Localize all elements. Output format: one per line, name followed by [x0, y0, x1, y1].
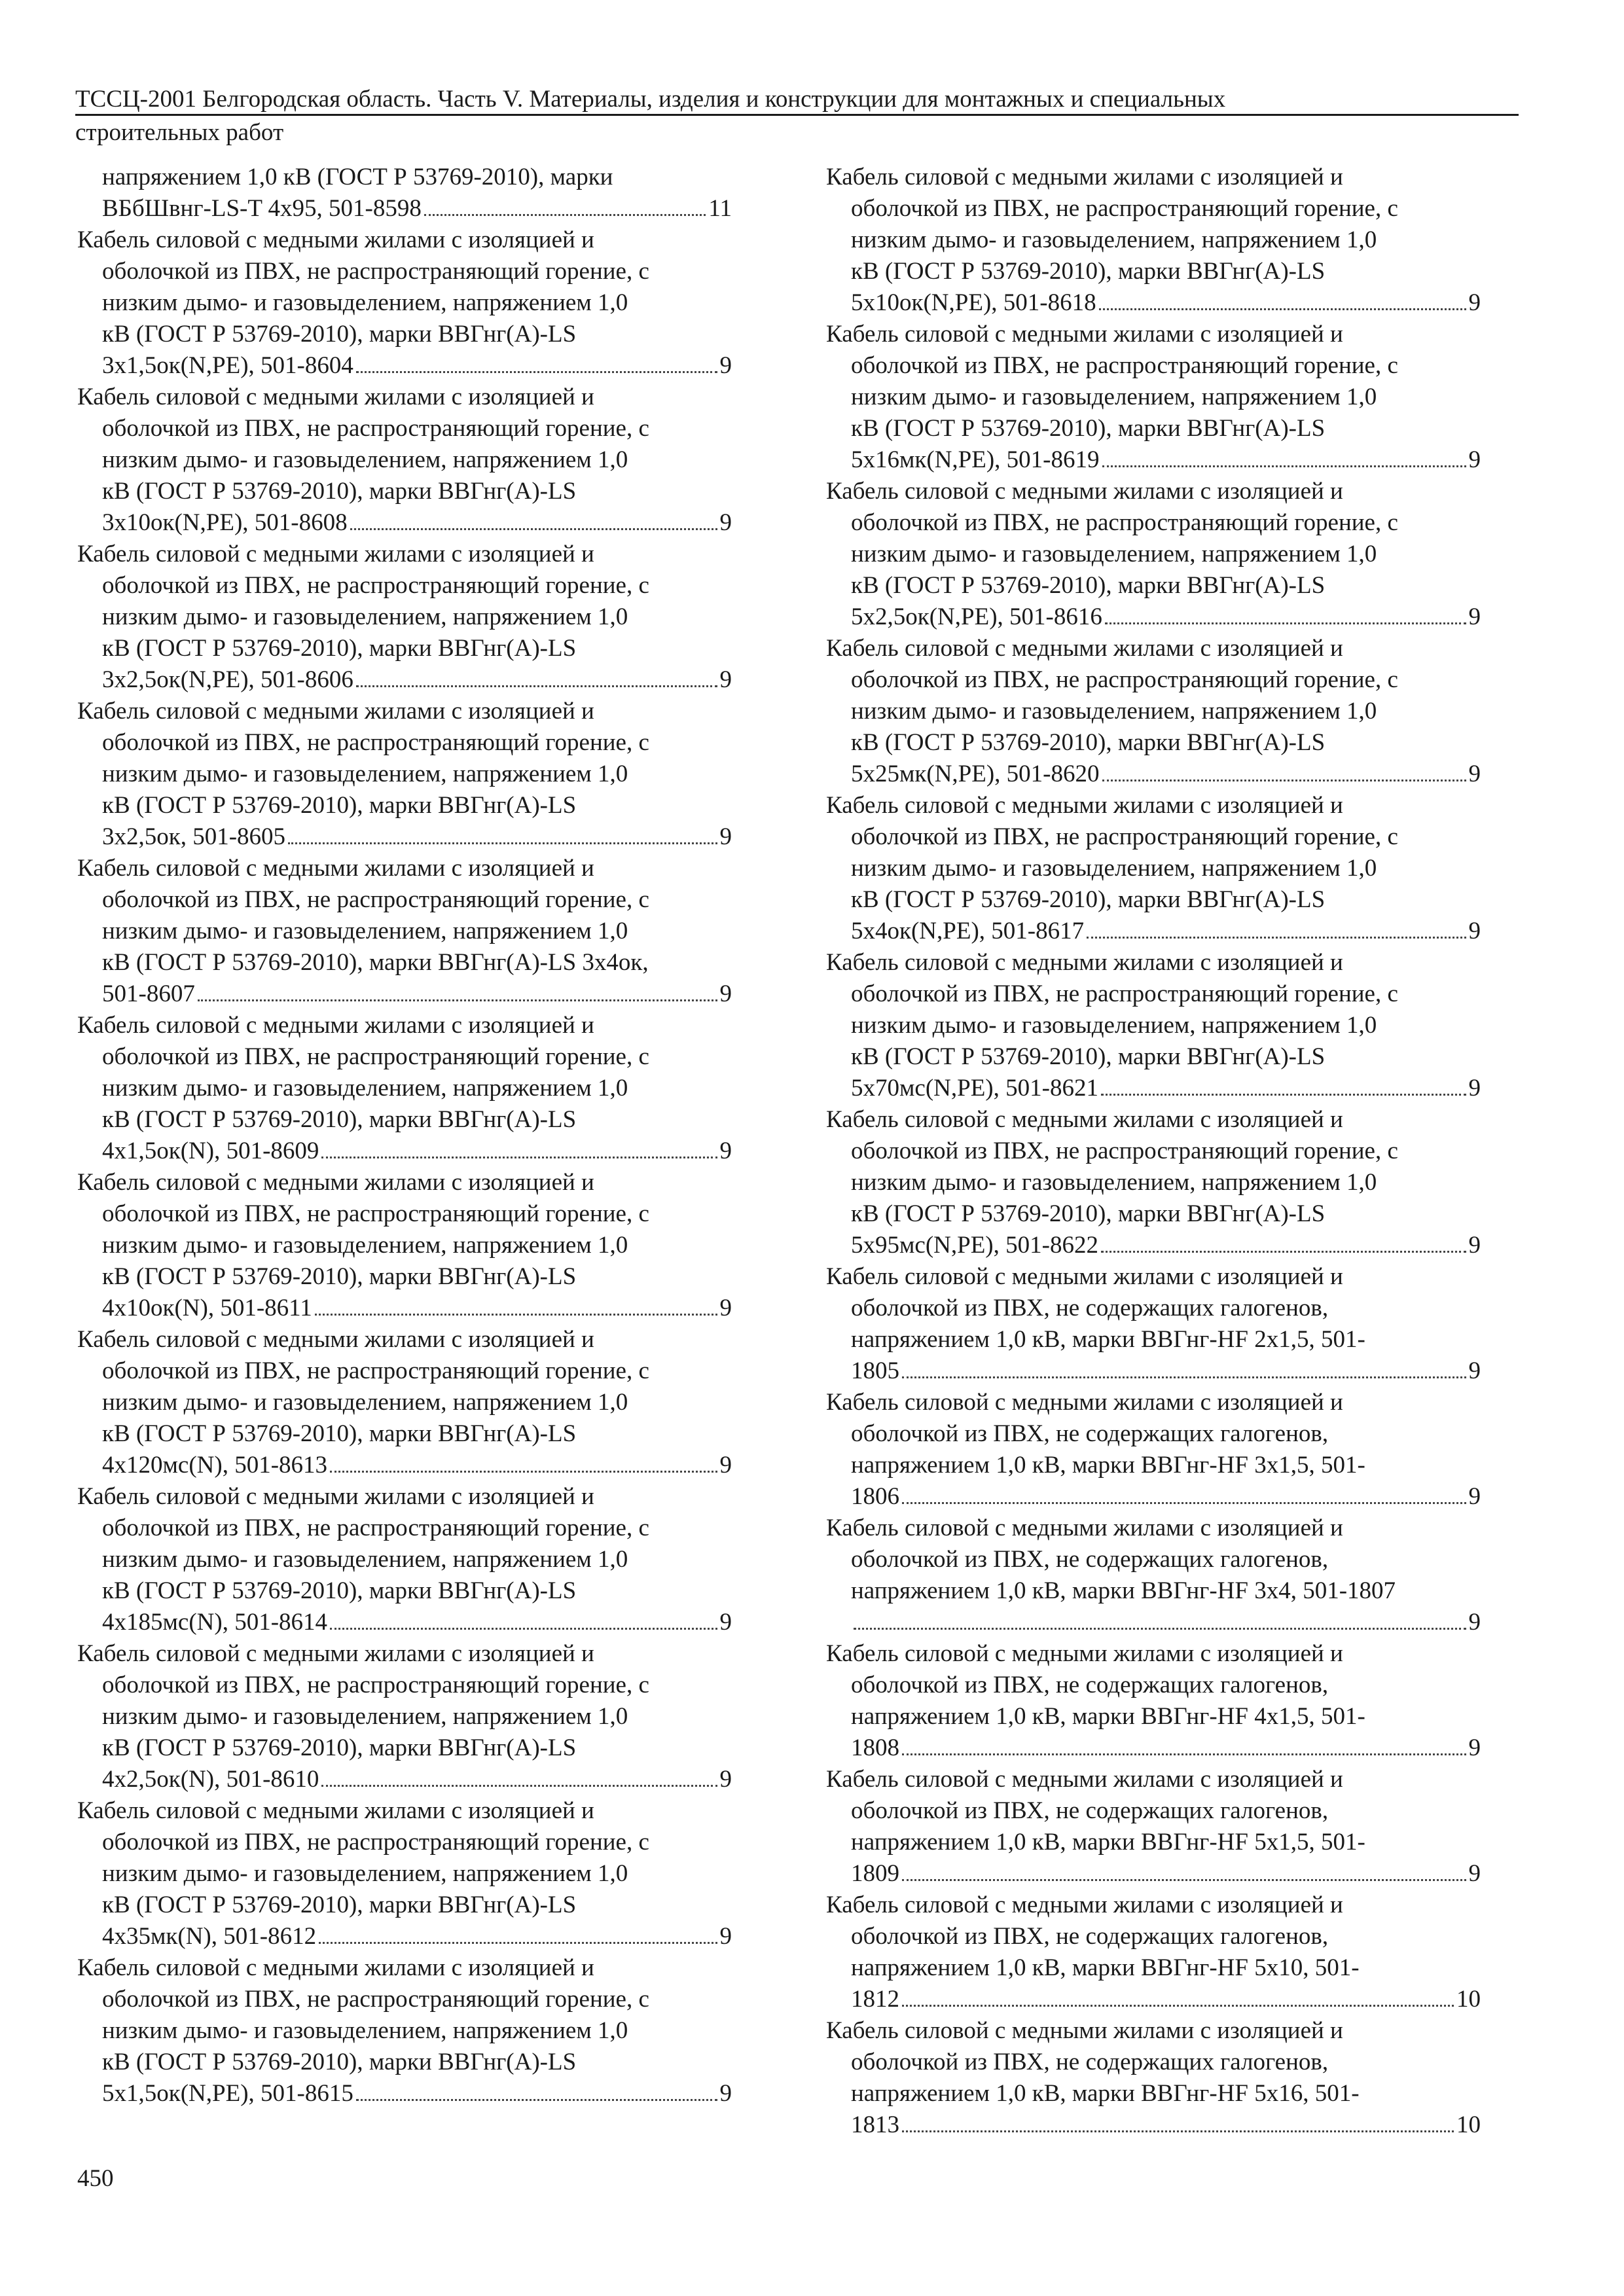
entry-page-number: 9 [1468, 1483, 1481, 1510]
entry-text-line: низким дымо- и газовыделением, напряжением 1,0 [102, 1546, 628, 1573]
entry-last-line [77, 1764, 732, 1795]
entry-text-line: напряжением 1,0 кВ, марки ВВГнг-HF 5х10, 501- [851, 1954, 1360, 1981]
entry-page-number: 9 [1468, 289, 1481, 316]
dot-leader [902, 2005, 1454, 2007]
entry-text-line: Кабель силовой с медными жилами с изоляцией и [77, 1954, 594, 1981]
index-entry [77, 224, 732, 382]
entry-last-line [826, 1858, 1481, 1890]
entry-text-line: Кабель силовой с медными жилами с изоляцией и [826, 164, 1343, 190]
dot-leader [330, 1471, 717, 1473]
entry-text-line: кВ (ГОСТ Р 53769-2010), марки ВВГнг(А)-LS [102, 1734, 577, 1761]
entry-code: 5х16мк(N,PE), 501-8619 [851, 446, 1100, 473]
entry-last-line [77, 2078, 732, 2109]
entry-code: 5х2,5ок(N,PE), 501-8616 [851, 603, 1102, 630]
entry-code: 5х70мс(N,PE), 501-8621 [851, 1075, 1098, 1102]
dot-leader [321, 1157, 717, 1158]
entry-last-line [77, 1921, 732, 1952]
entry-text-line: оболочкой из ПВХ, не распространяющий горение, с [102, 729, 649, 756]
entry-text-line: оболочкой из ПВХ, не распространяющий горение, с [102, 1986, 649, 2013]
entry-code: 1805 [851, 1357, 899, 1384]
entry-code: 1809 [851, 1860, 899, 1887]
entry-last-line [77, 350, 732, 382]
entry-code: 5х10ок(N,PE), 501-8618 [851, 289, 1096, 316]
entry-text-line: оболочкой из ПВХ, не содержащих галогенов, [851, 1295, 1329, 1321]
entry-text-line: низким дымо- и газовыделением, напряжением 1,0 [851, 855, 1377, 882]
entry-text-line: низким дымо- и газовыделением, напряжением 1,0 [851, 1012, 1377, 1039]
index-entry [77, 853, 732, 1010]
dot-leader [902, 1753, 1466, 1755]
entry-text-line: кВ (ГОСТ Р 53769-2010), марки ВВГнг(А)-LS [102, 792, 577, 819]
entry-text-line: Кабель силовой с медными жилами с изоляцией и [77, 1797, 594, 1824]
entry-code: 3х2,5ок(N,PE), 501-8606 [102, 666, 353, 693]
dot-leader [1105, 622, 1466, 624]
entry-text-line: напряжением 1,0 кВ (ГОСТ Р 53769-2010), марки [102, 164, 613, 190]
entry-code: 4х1,5ок(N), 501-8609 [102, 1138, 319, 1164]
entry-text-line: низким дымо- и газовыделением, напряжением 1,0 [102, 1389, 628, 1416]
entry-page-number: 11 [708, 195, 732, 222]
entry-page-number: 9 [719, 823, 732, 850]
entry-page-number: 9 [1468, 1075, 1481, 1102]
entry-text-line: низким дымо- и газовыделением, напряжением 1,0 [851, 226, 1377, 253]
entry-text-line: напряжением 1,0 кВ, марки ВВГнг-HF 3х4, 501-1807 [851, 1577, 1396, 1604]
entry-last-line [826, 1355, 1481, 1387]
entry-text-line: оболочкой из ПВХ, не распространяющий горение, с [102, 572, 649, 599]
entry-page-number: 9 [1468, 918, 1481, 944]
entry-text-line: оболочкой из ПВХ, не содержащих галогенов, [851, 1420, 1329, 1447]
entry-text-line: напряжением 1,0 кВ, марки ВВГнг-HF 5х16, 501- [851, 2080, 1360, 2107]
dot-leader [356, 371, 717, 373]
entry-text-line: напряжением 1,0 кВ, марки ВВГнг-HF 5х1,5, 501- [851, 1829, 1365, 1856]
entry-text-line: Кабель силовой с медными жилами с изоляцией и [77, 226, 594, 253]
entry-text-line: низким дымо- и газовыделением, напряжением 1,0 [851, 541, 1377, 567]
entry-text-line: низким дымо- и газовыделением, напряжением 1,0 [102, 1232, 628, 1259]
index-entry [77, 696, 732, 853]
entry-text-line: напряжением 1,0 кВ, марки ВВГнг-HF 2х1,5, 501- [851, 1326, 1365, 1353]
index-entry [826, 319, 1481, 476]
entry-code: ВБбШвнг-LS-T 4х95, 501-8598 [102, 195, 422, 222]
entry-text-line: Кабель силовой с медными жилами с изоляцией и [77, 1326, 594, 1353]
entry-text-line: Кабель силовой с медными жилами с изоляцией и [826, 1640, 1343, 1667]
entry-text-line: низким дымо- и газовыделением, напряжением 1,0 [851, 384, 1377, 410]
entry-page-number: 9 [1468, 1860, 1481, 1887]
index-entry [826, 1104, 1481, 1261]
index-entry [77, 162, 732, 224]
entry-page-number: 9 [1468, 1609, 1481, 1636]
index-entry [826, 1638, 1481, 1764]
entry-page-number: 9 [1468, 1357, 1481, 1384]
entry-page-number: 9 [719, 2080, 732, 2107]
entry-last-line [826, 287, 1481, 319]
dot-leader [321, 1785, 717, 1787]
entry-text-line: Кабель силовой с медными жилами с изоляцией и [826, 792, 1343, 819]
entry-last-line [826, 1607, 1481, 1638]
entry-text-line: кВ (ГОСТ Р 53769-2010), марки ВВГнг(А)-LS [102, 1892, 577, 1918]
dot-leader [902, 1376, 1466, 1378]
entry-text-line: оболочкой из ПВХ, не распространяющий горение, с [102, 1829, 649, 1856]
entry-code: 5х25мк(N,PE), 501-8620 [851, 761, 1100, 787]
dot-leader [1101, 1251, 1466, 1253]
entry-text-line: кВ (ГОСТ Р 53769-2010), марки ВВГнг(А)-LS [851, 572, 1326, 599]
entry-text-line: низким дымо- и газовыделением, напряжением 1,0 [102, 1860, 628, 1887]
entry-text-line: оболочкой из ПВХ, не распространяющий горение, с [851, 509, 1398, 536]
entry-text-line: оболочкой из ПВХ, не распространяющий горение, с [102, 1200, 649, 1227]
entry-text-line: Кабель силовой с медными жилами с изоляцией и [826, 1389, 1343, 1416]
entry-last-line [826, 1481, 1481, 1513]
entry-last-line [77, 1607, 732, 1638]
entry-last-line [826, 1732, 1481, 1764]
entry-text-line: Кабель силовой с медными жилами с изоляцией и [826, 635, 1343, 662]
entry-text-line: оболочкой из ПВХ, не распространяющий горение, с [102, 1515, 649, 1541]
entry-last-line [77, 664, 732, 696]
entry-code: 501-8607 [102, 980, 195, 1007]
entry-page-number: 9 [719, 1452, 732, 1479]
dot-leader [356, 685, 717, 687]
index-entry [826, 1890, 1481, 2015]
entry-text-line: низким дымо- и газовыделением, напряжением 1,0 [102, 761, 628, 787]
entry-text-line: оболочкой из ПВХ, не распространяющий горение, с [102, 258, 649, 285]
index-entry [826, 2015, 1481, 2141]
dot-leader [319, 1942, 717, 1944]
entry-text-line: кВ (ГОСТ Р 53769-2010), марки ВВГнг(А)-LS [851, 1043, 1326, 1070]
entry-text-line: низким дымо- и газовыделением, напряжением 1,0 [102, 603, 628, 630]
index-entry [826, 1513, 1481, 1638]
entry-text-line: Кабель силовой с медными жилами с изоляцией и [826, 1892, 1343, 1918]
entry-text-line: низким дымо- и газовыделением, напряжением 1,0 [102, 2017, 628, 2044]
entry-text-line: кВ (ГОСТ Р 53769-2010), марки ВВГнг(А)-LS [102, 321, 577, 348]
entry-last-line [77, 1293, 732, 1324]
entry-code: 1812 [851, 1986, 899, 2013]
entry-page-number: 9 [719, 1138, 732, 1164]
entry-text-line: оболочкой из ПВХ, не распространяющий горение, с [102, 1357, 649, 1384]
entry-text-line: оболочкой из ПВХ, не содержащих галогенов, [851, 1546, 1329, 1573]
entry-page-number: 9 [1468, 761, 1481, 787]
index-entry [77, 1952, 732, 2109]
entry-text-line: низким дымо- и газовыделением, напряжением 1,0 [102, 1075, 628, 1102]
index-entry [826, 162, 1481, 319]
entry-last-line [826, 1073, 1481, 1104]
entry-text-line: оболочкой из ПВХ, не распространяющий горение, с [102, 886, 649, 913]
entry-text-line: Кабель силовой с медными жилами с изоляцией и [826, 1515, 1343, 1541]
header-title-line2: строительных работ [75, 119, 284, 146]
entry-text-line: оболочкой из ПВХ, не содержащих галогенов, [851, 2049, 1329, 2075]
entry-last-line [77, 193, 732, 224]
entry-last-line [826, 601, 1481, 633]
index-entry [77, 1638, 732, 1795]
dot-leader [1102, 465, 1466, 467]
entry-text-line: Кабель силовой с медными жилами с изоляцией и [826, 478, 1343, 505]
entry-code: 4х185мс(N), 501-8614 [102, 1609, 328, 1636]
index-entry [77, 1010, 732, 1167]
entry-text-line: оболочкой из ПВХ, не распространяющий горение, с [102, 1043, 649, 1070]
dot-leader [288, 842, 717, 844]
entry-text-line: кВ (ГОСТ Р 53769-2010), марки ВВГнг(А)-LS [851, 1200, 1326, 1227]
entry-text-line: оболочкой из ПВХ, не распространяющий горение, с [851, 823, 1398, 850]
entry-page-number: 9 [1468, 603, 1481, 630]
entry-text-line: кВ (ГОСТ Р 53769-2010), марки ВВГнг(А)-LS [102, 1263, 577, 1290]
entry-text-line: оболочкой из ПВХ, не распространяющий горение, с [851, 1138, 1398, 1164]
entry-code: 5х1,5ок(N,PE), 501-8615 [102, 2080, 353, 2107]
index-entry [826, 1764, 1481, 1890]
dot-leader [356, 2099, 717, 2101]
index-entry [826, 790, 1481, 947]
dot-leader [1087, 937, 1466, 939]
entry-text-line: Кабель силовой с медными жилами с изоляцией и [826, 2017, 1343, 2044]
entry-code: 4х2,5ок(N), 501-8610 [102, 1766, 319, 1793]
index-entry [826, 947, 1481, 1104]
entry-text-line: Кабель силовой с медными жилами с изоляцией и [826, 1766, 1343, 1793]
entry-text-line: низким дымо- и газовыделением, напряжением 1,0 [851, 1169, 1377, 1196]
entry-text-line: низким дымо- и газовыделением, напряжением 1,0 [851, 698, 1377, 725]
entry-text-line: напряжением 1,0 кВ, марки ВВГнг-HF 4х1,5, 501- [851, 1703, 1365, 1730]
index-entry [826, 633, 1481, 790]
page-header [75, 84, 1519, 149]
entry-text-line: низким дымо- и газовыделением, напряжением 1,0 [102, 446, 628, 473]
entry-text-line: Кабель силовой с медными жилами с изоляцией и [826, 1106, 1343, 1133]
entry-text-line: оболочкой из ПВХ, не распространяющий горение, с [102, 415, 649, 442]
entry-code: 1813 [851, 2111, 899, 2138]
entry-text-line: кВ (ГОСТ Р 53769-2010), марки ВВГнг(А)-LS [851, 415, 1326, 442]
entry-code: 1806 [851, 1483, 899, 1510]
entry-page-number: 9 [719, 666, 732, 693]
page-number: 450 [77, 2165, 114, 2192]
dot-leader [315, 1314, 717, 1316]
entry-text-line: Кабель силовой с медными жилами с изоляцией и [826, 321, 1343, 348]
entry-last-line [77, 507, 732, 539]
entry-text-line: кВ (ГОСТ Р 53769-2010), марки ВВГнг(А)-LS [102, 1577, 577, 1604]
entry-last-line [77, 978, 732, 1010]
entry-text-line: кВ (ГОСТ Р 53769-2010), марки ВВГнг(А)-LS [102, 478, 577, 505]
entry-text-line: оболочкой из ПВХ, не распространяющий горение, с [851, 352, 1398, 379]
entry-page-number: 9 [1468, 1232, 1481, 1259]
dot-leader [198, 999, 717, 1001]
entry-last-line [77, 1450, 732, 1481]
dot-leader [1099, 308, 1466, 310]
entry-text-line: кВ (ГОСТ Р 53769-2010), марки ВВГнг(А)-LS [102, 1106, 577, 1133]
entry-text-line: оболочкой из ПВХ, не содержащих галогенов, [851, 1672, 1329, 1698]
entry-text-line: напряжением 1,0 кВ, марки ВВГнг-HF 3х1,5, 501- [851, 1452, 1365, 1479]
entry-code: 5х4ок(N,PE), 501-8617 [851, 918, 1085, 944]
entry-page-number: 9 [719, 1295, 732, 1321]
entry-code: 3х1,5ок(N,PE), 501-8604 [102, 352, 353, 379]
entry-page-number: 9 [1468, 1734, 1481, 1761]
index-entry [77, 382, 732, 539]
entry-text-line: кВ (ГОСТ Р 53769-2010), марки ВВГнг(А)-LS [102, 1420, 577, 1447]
index-entry [77, 539, 732, 696]
entry-text-line: Кабель силовой с медными жилами с изоляцией и [77, 1169, 594, 1196]
index-column-right [826, 162, 1481, 2141]
entry-page-number: 9 [719, 509, 732, 536]
index-column-left [77, 162, 732, 2109]
entry-text-line: Кабель силовой с медными жилами с изоляцией и [77, 541, 594, 567]
entry-text-line: оболочкой из ПВХ, не содержащих галогенов, [851, 1923, 1329, 1950]
entry-last-line [826, 2109, 1481, 2141]
entry-page-number: 10 [1456, 2111, 1481, 2138]
entry-text-line: оболочкой из ПВХ, не распространяющий горение, с [851, 980, 1398, 1007]
entry-text-line: Кабель силовой с медными жилами с изоляцией и [826, 1263, 1343, 1290]
index-entry [826, 1261, 1481, 1387]
entry-text-line: оболочкой из ПВХ, не распространяющий горение, с [851, 195, 1398, 222]
entry-text-line: Кабель силовой с медными жилами с изоляцией и [826, 949, 1343, 976]
entry-last-line [826, 916, 1481, 947]
entry-text-line: Кабель силовой с медными жилами с изоляцией и [77, 698, 594, 725]
entry-code: 4х10ок(N), 501-8611 [102, 1295, 312, 1321]
entry-code: 4х35мк(N), 501-8612 [102, 1923, 317, 1950]
entry-last-line [826, 444, 1481, 476]
dot-leader [330, 1628, 717, 1630]
entry-text-line: кВ (ГОСТ Р 53769-2010), марки ВВГнг(А)-LS [851, 258, 1326, 285]
entry-last-line [826, 1984, 1481, 2015]
entry-text-line: кВ (ГОСТ Р 53769-2010), марки ВВГнг(А)-LS [102, 2049, 577, 2075]
entry-text-line: Кабель силовой с медными жилами с изоляцией и [77, 1483, 594, 1510]
dot-leader [1101, 1094, 1466, 1096]
entry-text-line: оболочкой из ПВХ, не распространяющий горение, с [851, 666, 1398, 693]
entry-page-number: 9 [719, 1609, 732, 1636]
dot-leader [902, 1879, 1466, 1881]
entry-text-line: Кабель силовой с медными жилами с изоляцией и [77, 1012, 594, 1039]
index-entry [77, 1795, 732, 1952]
entry-text-line: кВ (ГОСТ Р 53769-2010), марки ВВГнг(А)-LS [851, 886, 1326, 913]
entry-last-line [826, 1230, 1481, 1261]
entry-text-line: кВ (ГОСТ Р 53769-2010), марки ВВГнг(А)-LS [851, 729, 1326, 756]
entry-text-line: низким дымо- и газовыделением, напряжением 1,0 [102, 289, 628, 316]
header-title-line1: ТССЦ-2001 Белгородская область. Часть V. Материалы, изделия и конструкции для монтажных и специальных [75, 86, 1226, 113]
entry-text-line: Кабель силовой с медными жилами с изоляцией и [77, 855, 594, 882]
entry-text-line: Кабель силовой с медными жилами с изоляцией и [77, 384, 594, 410]
entry-code: 1808 [851, 1734, 899, 1761]
dot-leader [902, 2130, 1454, 2132]
index-entry [826, 476, 1481, 633]
entry-code: 5х95мс(N,PE), 501-8622 [851, 1232, 1098, 1259]
entry-text-line: Кабель силовой с медными жилами с изоляцией и [77, 1640, 594, 1667]
entry-page-number: 10 [1456, 1986, 1481, 2013]
entry-page-number: 9 [719, 352, 732, 379]
index-entry [77, 1324, 732, 1481]
entry-text-line: оболочкой из ПВХ, не распространяющий горение, с [102, 1672, 649, 1698]
dot-leader [902, 1502, 1466, 1504]
dot-leader [350, 528, 717, 530]
index-entry [77, 1481, 732, 1638]
entry-last-line [77, 1136, 732, 1167]
entry-text-line: низким дымо- и газовыделением, напряжением 1,0 [102, 1703, 628, 1730]
entry-page-number: 9 [719, 1923, 732, 1950]
entry-code: 4х120мс(N), 501-8613 [102, 1452, 328, 1479]
entry-code: 3х2,5ок, 501-8605 [102, 823, 286, 850]
entry-page-number: 9 [719, 980, 732, 1007]
entry-text-line: низким дымо- и газовыделением, напряжением 1,0 [102, 918, 628, 944]
entry-page-number: 9 [1468, 446, 1481, 473]
entry-text-line: кВ (ГОСТ Р 53769-2010), марки ВВГнг(А)-LS [102, 635, 577, 662]
entry-last-line [77, 821, 732, 853]
dot-leader [1102, 780, 1466, 781]
entry-code: 3х10ок(N,PE), 501-8608 [102, 509, 348, 536]
entry-text-line: кВ (ГОСТ Р 53769-2010), марки ВВГнг(А)-LS 3х4ок, [102, 949, 649, 976]
dot-leader [424, 214, 706, 216]
dot-leader [854, 1628, 1466, 1630]
entry-text-line: оболочкой из ПВХ, не содержащих галогенов, [851, 1797, 1329, 1824]
entry-last-line [826, 759, 1481, 790]
index-entry [826, 1387, 1481, 1513]
entry-page-number: 9 [719, 1766, 732, 1793]
index-entry [77, 1167, 732, 1324]
